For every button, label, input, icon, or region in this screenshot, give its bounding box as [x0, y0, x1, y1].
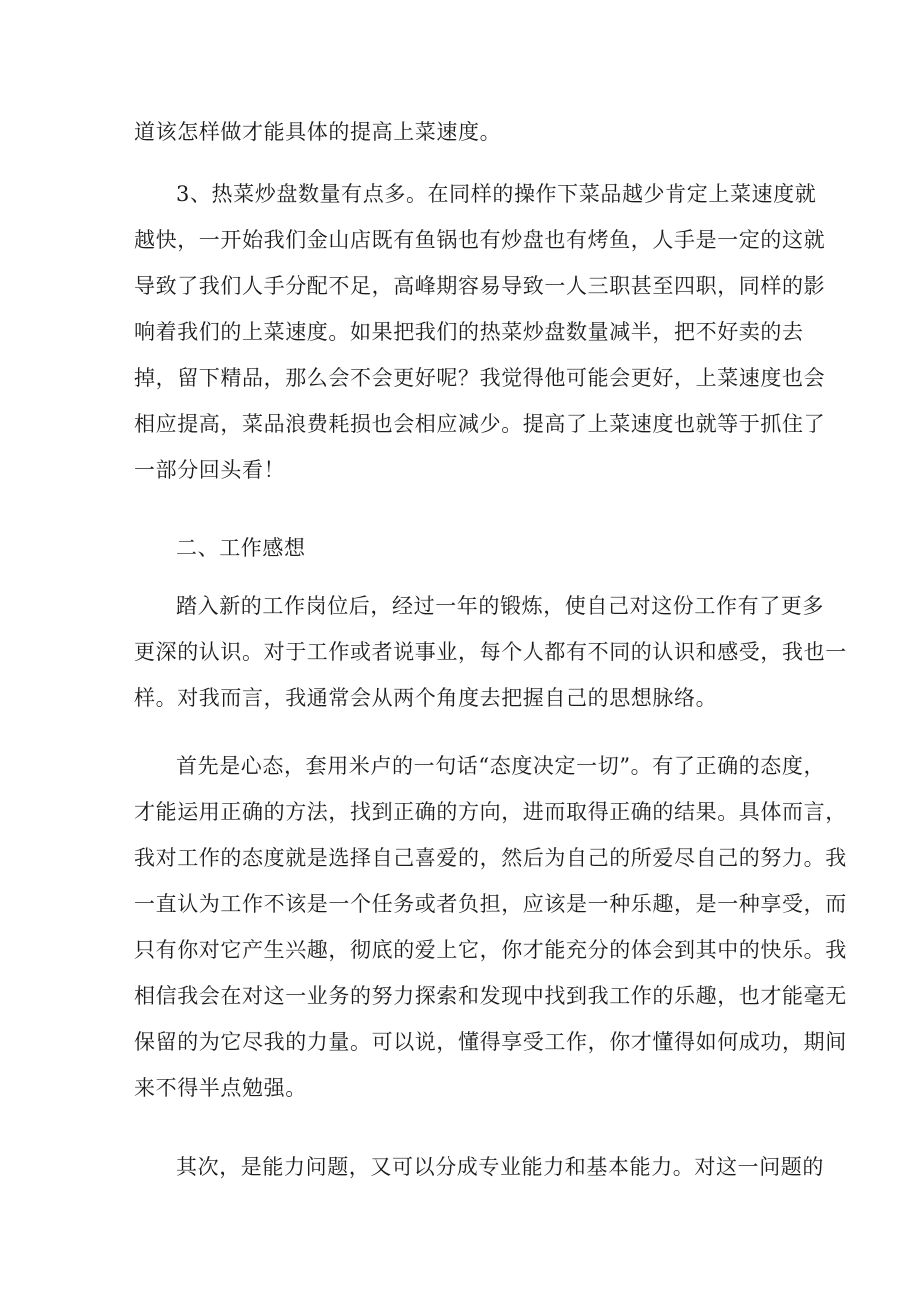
paragraph-line: 响着我们的上菜速度。如果把我们的热菜炒盘数量减半，把不好卖的去 [134, 320, 804, 344]
paragraph-line: 来不得半点勉强。 [134, 1076, 307, 1100]
paragraph-line: 导致了我们人手分配不足，高峰期容易导致一人三职甚至四职，同样的影 [134, 274, 826, 298]
paragraph-line: 保留的为它尽我的力量。可以说，懂得享受工作，你才懂得如何成功，期间 [134, 1030, 847, 1054]
paragraph-line: 一直认为工作不该是一个任务或者负担，应该是一种乐趣，是一种享受，而 [134, 892, 847, 916]
paragraph-line: 道该怎样做才能具体的提高上菜速度。 [134, 120, 502, 144]
paragraph-line: 首先是心态，套用米卢的一句话“态度决定一切”。有了正确的态度， [176, 754, 826, 778]
paragraph-line: 越快，一开始我们金山店既有鱼锅也有炒盘也有烤鱼，人手是一定的这就 [134, 228, 826, 252]
paragraph-line: 更深的认识。对于工作或者说事业，每个人都有不同的认识和感受，我也一 [134, 640, 847, 664]
paragraph-line: 其次，是能力问题，又可以分成专业能力和基本能力。对这一问题的 [176, 1155, 824, 1179]
paragraph-line: 踏入新的工作岗位后，经过一年的锻炼，使自己对这份工作有了更多 [176, 594, 824, 618]
paragraph-line: 只有你对它产生兴趣，彻底的爱上它，你才能充分的体会到其中的快乐。我 [134, 938, 847, 962]
section-heading: 二、工作感想 [176, 536, 306, 560]
paragraph-line: 我对工作的态度就是选择自己喜爱的，然后为自己的所爱尽自己的努力。我 [134, 846, 847, 870]
paragraph-line: 才能运用正确的方法，找到正确的方向，进而取得正确的结果。具体而言， [134, 800, 847, 824]
paragraph-line: 样。对我而言，我通常会从两个角度去把握自己的思想脉络。 [134, 686, 718, 710]
paragraph-line: 相信我会在对这一业务的努力探索和发现中找到我工作的乐趣，也才能毫无 [134, 984, 847, 1008]
paragraph-line: 一部分回头看！ [134, 458, 286, 482]
paragraph-line: 掉，留下精品，那么会不会更好呢？我觉得他可能会更好，上菜速度也会 [134, 366, 826, 390]
paragraph-line: 3、热菜炒盘数量有点多。在同样的操作下菜品越少肯定上菜速度就 [176, 182, 817, 206]
paragraph-line: 相应提高，菜品浪费耗损也会相应减少。提高了上菜速度也就等于抓住了 [134, 412, 826, 436]
